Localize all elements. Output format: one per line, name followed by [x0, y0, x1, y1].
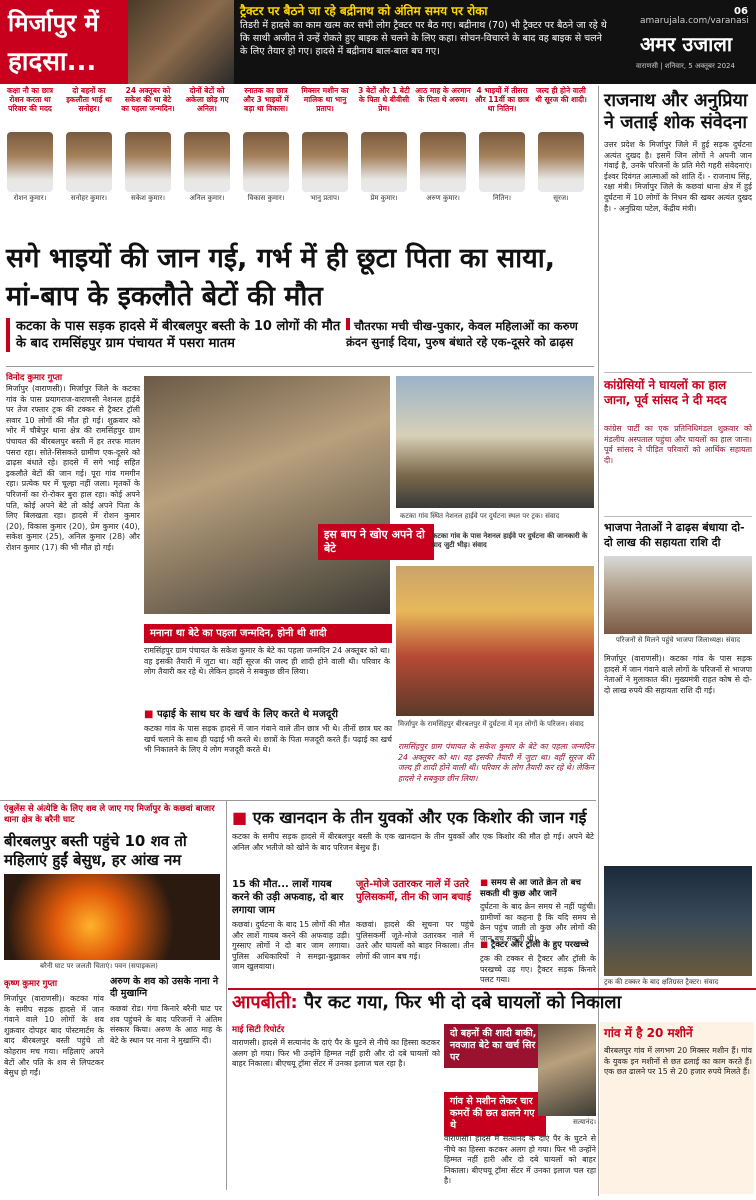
victim-card	[61, 86, 117, 203]
bottom-quote: दो बहनों की शादी बाकी, नवजात बेटे का खर्च सिर पर	[444, 1024, 546, 1068]
photo-callout: इस बाप ने खोए अपने दो बेटे	[318, 524, 434, 560]
survivor-photo	[538, 1024, 596, 1116]
byline: विनोद कुमार गुप्ता	[6, 373, 63, 383]
paper-dateline: वाराणसी | शनिवार, 5 अक्तूबर 2024	[636, 62, 735, 70]
crowd-photo-caption: कटका गांव के पास नेशनल हाईवे पर दुर्घटना की जानकारी के बाद जुटी भीड़। संवाद	[432, 532, 588, 549]
bottom-headline-text: पैर कट गया, फिर भी दो दबे घायलों को निकाला	[303, 992, 622, 1013]
victim-photo	[420, 132, 466, 192]
victim-name: प्रेम कुमार।	[370, 194, 398, 202]
section-title-line1: मिर्जापुर में	[8, 9, 99, 37]
victim-name: अनिल कुमार।	[189, 194, 225, 202]
lower-left-headline: बीरबलपुर बस्ती पहुंचे 10 शव तो महिलाएं हुईं बेसुध, हर आंख नम	[4, 832, 187, 869]
wrecked-tractor-photo	[604, 866, 752, 976]
tractor-photo-caption: ट्रक की टक्कर के बाद क्षतिग्रस्त ट्रैक्टर। संवाद	[604, 978, 719, 986]
funeral-pyre-photo	[4, 874, 220, 960]
victim-photo	[302, 132, 348, 192]
paper-url[interactable]: amarujala.com/varanasi	[640, 16, 749, 26]
victim-name: भानु प्रताप।	[310, 194, 340, 202]
bottom-body: वाराणसी। हादसे में सत्यानंद के दाएं पैर के घुटने से नीचे का हिस्सा कटकर अलग हो गया। फिर भी उन्होंने हिम्मत नहीं हारी और दो दबे घायलों को बाहर निकाला। बीएचयू ट्रॉमा सेंटर में उनका इलाज चल रहा है।	[232, 1038, 440, 1069]
victim-card	[297, 86, 353, 203]
page-number: 06	[734, 6, 748, 17]
victim-photo	[538, 132, 584, 192]
victim-name: अरुण कुमार।	[426, 194, 460, 202]
bottom-headline	[232, 990, 752, 1016]
main-headline: सगे भाइयों की जान गई, गर्भ में ही छूटा पिता का साया, मां-बाप के इकलौते बेटों की मौत	[6, 243, 555, 312]
crane-headline	[480, 878, 596, 900]
bullet-icon: ■	[480, 878, 491, 888]
rumour-body: कछवां। दुर्घटना के बाद 15 लोगों की मौत और लाशें गायब करने की अफवाह उड़ी। गुस्साए लोगों ने दो बार जाम लगाया। पुलिस अधिकारियों ने समझा-बुझाकर जाम खुलवाया।	[232, 920, 350, 972]
bottom-quote-2: गांव से मशीन लेकर चार कमरों की छत ढालने गए थे	[444, 1092, 546, 1136]
study-body: कटका गांव के पास सड़क हादसे में जान गंवाने वाले तीन छात्र भी थे। तीनों छात्र घर का खर्च चलाने के साथ ही पढ़ाई भी करते थे। छात्रों के पिता मजदूरी करते हैं। पढ़ाई का खर्च भी निकालने के लिए ये लोग मजदूरी करते थे।	[144, 724, 392, 755]
tractor-body: ट्रक की टक्कर से ट्रैक्टर और ट्रॉली के परखच्चे उड़ गए। ट्रैक्टर सड़क किनारे पलट गया।	[480, 954, 596, 985]
column-rule	[226, 800, 227, 1190]
bjp-photo-caption: परिजनों से मिलने पहुंचे भाजपा जिलाध्यक्ष। संवाद	[615, 636, 741, 644]
condolence-headline: राजनाथ और अनुप्रिया ने जताई शोक संवेदना	[604, 90, 748, 133]
congress-body: कांग्रेस पार्टी का एक प्रतिनिधिमंडल शुक्रवार को मंडलीय अस्पताल पहुंचा और घायलों का हाल जाना। पूर्व सांसद ने पीड़ित परिवारों को आर्थिक सहायता दी।	[604, 424, 752, 465]
condolence-body: उत्तर प्रदेश के मिर्जापुर जिले में हुई सड़क दुर्घटना अत्यंत दुखद है। इसमें जिन लोगों ने अपनी जान गंवाई है, उनके परिजनों के प्रति मेरी गहरी संवेदनाएं। ईश्वर दिवंगत आत्माओं को शांति दें। - राजनाथ सिंह, रक्षा मंत्री। मिर्जापुर जिले के कछवां थाना क्षेत्र में हुई दुर्घटना में 10 लोगों के निधन की खबर अत्यंत दुखद है। - अनुप्रिया पटेल, केंद्रीय मंत्री।	[604, 140, 752, 213]
bullet-icon: ■	[232, 808, 253, 827]
victim-caption: स्नातक का छात्र और 3 भाइयों में बड़ा था विकास।	[243, 86, 289, 113]
victim-caption: 3 बेटों और 1 बेटी के पिता थे बीवीसी प्रेम।	[358, 86, 410, 113]
victim-photo	[7, 132, 53, 192]
bottom-headline-label: आपबीती:	[232, 992, 298, 1013]
congress-headline: कांग्रेसियों ने घायलों का हाल जाना, पूर्व सांसद ने दी मदद	[604, 378, 727, 407]
victim-card	[238, 86, 294, 203]
sub-headline-left: कटका के पास सड़क हादसे में बीरबलपुर बस्ती के 10 लोगों की मौत के बाद रामसिंहपुर ग्राम पंचायत में पसरा मातम	[6, 318, 346, 352]
accident-photo-caption: कटका गांव स्थित नेशनल हाईवे पर दुर्घटना स्थल पर ट्रक। संवाद	[400, 512, 560, 520]
pyre-photo-caption: बरैनी घाट पर जलती चिताएं। पवन (सपाइकल)	[40, 962, 158, 970]
victim-photo	[184, 132, 230, 192]
victim-card	[415, 86, 471, 203]
divider	[604, 372, 752, 373]
victim-caption: दोनों बेटों को अकेला छोड़ गए अनिल।	[185, 86, 229, 113]
mourning-photo-caption: मिर्जापुर के रामसिंहपुर बीरबलपुर में दुर्घटना में मृत लोगों के परिजन। संवाद	[398, 720, 584, 728]
grieving-father-photo	[144, 376, 390, 614]
victim-card	[533, 86, 589, 203]
family-headline	[232, 808, 596, 828]
arun-headline: अरुण के शव को उसके नाना ने दी मुखाग्नि	[110, 976, 219, 999]
victim-photo	[125, 132, 171, 192]
victim-name: सूरज।	[553, 194, 569, 202]
crane-body: दुर्घटना के बाद क्रेन समय से नहीं पहुंची। ग्रामीणों का कहना है कि यदि समय से क्रेन पहुंच जाती तो कुछ और लोगों की जान बच सकती थी।	[480, 902, 596, 943]
family-body: कटका के समीप सड़क हादसे में बीरबलपुर बस्ती के एक खानदान के तीन युवकों और एक किशोर की मौत हो गई। अपने बेटे अनिल और भतीजे को खोने के बाद परिजन बेसुध हैं।	[232, 832, 594, 852]
bjp-body: मिर्जापुर (वाराणसी)। कटका गांव के पास सड़क हादसे में जान गंवाने वाले लोगों के परिजनों से भाजपा नेताओं ने मुलाकात की। मुख्यमंत्री राहत कोष से दो-दो लाख रुपये की सहायता राशि दी गई।	[604, 654, 752, 695]
header-accident-photo	[128, 0, 234, 84]
header-news-body: तिडरी में हादसे का काम खत्म कर सभी लोग ट्रैक्टर पर बैठ गए। बद्रीनाथ (70) भी ट्रैक्टर पर बैठने जा रहे थे कि साथी अजीत ने उन्हें रोकते हुए बाइक से चलने के लिए कहा। सोचन-विचारने के बाद वह बाइक से चलने के लिए तैयार हो गए। हादसे में बद्रीनाथ बाल-बाल बच गए।	[240, 20, 607, 57]
victim-name: रोशन कुमार।	[13, 194, 47, 202]
victim-name: विकास कुमार।	[247, 194, 285, 202]
tractor-headline-text: ट्रैक्टर और ट्रॉली के हुए परखच्चे	[491, 940, 589, 950]
bjp-headline: भाजपा नेताओं ने ढाढ़स बंधाया दो-दो लाख की सहायता राशि दी	[604, 521, 745, 549]
victims-strip	[0, 86, 590, 238]
victim-caption: कक्षा नौ का छात्र रोशन करता था परिवार की मदद	[6, 86, 54, 113]
bottom-body-2: वाराणसी। हादसे में सत्यानंद के दाएं पैर के घुटने से नीचे का हिस्सा कटकर अलग हो गया। फिर भी उन्होंने हिम्मत नहीं हारी और दो दबे घायलों को बाहर निकाला। बीएचयू ट्रॉमा सेंटर में उनका इलाज चल रहा है।	[444, 1134, 596, 1186]
main-story-body: मिर्जापुर (वाराणसी)। मिर्जापुर जिले के कटका गांव के पास प्रयागराज-वाराणसी नेशनल हाईवे पर तेज रफ्तार ट्रक की टक्कर से ट्रैक्टर ट्रॉली सवार 10 लोगों की मौत हो गई। शुक्रवार को भोर में चौबेपुर थाना क्षेत्र की रामसिंहपुर ग्राम पंचायत की बीरबलपुर बस्ती में हर तरफ मातम पसरा रहा। सोते-सिसकते ग्रामीण एक-दूसरे को ढाढ़स बंधाते रहे। हादसे में सगे भाई सहित इकलौते बेटों की जान गई। पूरा गांव गमगीन रहा। प्रत्येक घर में चूल्हा नहीं जला। मृतकों के परिजनों का रो-रोकर बुरा हाल रहा। कोई अपने पति, कोई अपने बेटे तो कोई अपने पिता के लिए बिलखता रहा। हादसे में रोशन कुमार (20), विकास कुमार (20), प्रेम कुमार (40), सकेश कुमार (25), अनिल कुमार (28) और रोशन कुमार (17) की भी मौत हो गई।	[6, 384, 140, 552]
mourning-women-photo	[396, 566, 594, 716]
victim-photo	[66, 132, 112, 192]
victim-name: सकेश कुमार।	[131, 194, 165, 202]
section-title-line2: हादसा...	[8, 47, 97, 77]
study-headline	[144, 708, 390, 721]
victim-caption: दो बहनों का इकलौता भाई था सनोहर।	[66, 86, 112, 113]
victim-card	[2, 86, 58, 203]
victim-card	[120, 86, 176, 203]
family-headline-text: एक खानदान के तीन युवकों और एक किशोर की जान गई	[252, 808, 587, 827]
police-headline: जूते-मोजे उतारकर नालें में उतरे पुलिसकर्मी, तीन की जान बचाई	[356, 879, 472, 903]
paper-logo: अमर उजाला	[640, 32, 733, 56]
victim-card	[179, 86, 235, 203]
ambulance-note: एंबुलेंस से अंत्येष्टि के लिए शव ले जाए गए मिर्जापुर के कछवां बाजार थाना क्षेत्र के बरैनी घाट	[4, 804, 215, 825]
divider	[6, 366, 594, 367]
victim-caption: आठ माह के अरमान के पिता थे अरुण।	[415, 86, 471, 104]
sub-headline-right	[346, 318, 596, 350]
victim-name: सनोहर कुमार।	[70, 194, 108, 202]
divider	[604, 516, 752, 517]
crane-headline-text: समय से आ जाते क्रेन तो बच सकती थी कुछ और जानें	[480, 878, 581, 899]
victim-caption: 24 अक्तूबर को सकेश की था बेटे का पहला जन्मदिन।	[121, 86, 175, 113]
lower-byline: कृष्ण कुमार गुप्ता	[4, 979, 58, 989]
village-machines-title: गांव में है 20 मशीनें	[604, 1026, 693, 1040]
birthday-body: रामसिंहपुर ग्राम पंचायत के सकेश कुमार के बेटे का पहला जन्मदिन 24 अक्तूबर को था। वह इसकी तैयारी में जुटा था। वहीं सूरज की जल्द ही शादी होने वाली थी। परिवार के लोग तैयारी कर रहे थे। लेकिन हादसे ने सबकुछ छीन लिया।	[144, 646, 390, 677]
survivor-caption: सत्यानंद।	[573, 1118, 596, 1126]
police-body: कछवां। हादसे की सूचना पर पहुंचे पुलिसकर्मी जूते-मोजे उतारकर नाले में उतरे और घायलों को बाहर निकाला। तीन लोगों की जान बच गई।	[356, 920, 474, 961]
victim-photo	[479, 132, 525, 192]
birthday-bar: मनाना था बेटे का पहला जन्मदिन, होनी थी शादी	[144, 624, 392, 643]
victim-caption: जल्द ही होने वाली थी सूरज की शादी।	[535, 86, 587, 104]
bottom-byline: माई सिटी रिपोर्टर	[232, 1025, 285, 1035]
header-news-brief	[240, 4, 610, 58]
lower-left-body: मिर्जापुर (वाराणसी)। कटका गांव के समीप सड़क हादसे में जान गंवाने वाले 10 लोगों के शव शुक्रवार दोपहर बाद पोस्टमार्टम के बाद बीरबलपुर बस्ती पहुंचे तो कोहराम मच गया। महिलाएं अपने बेटों और पति के शव से लिपटकर बेसुध हो गईं।	[4, 994, 104, 1078]
arun-body: कछवां रोड। गंगा किनारे बरैनी घाट पर शव पहुंचने के बाद परिजनों ने अंतिम संस्कार किया। अरुण के आठ माह के बेटे के स्थान पर नाना ने मुखाग्नि दी।	[110, 1004, 222, 1045]
victim-name: नितिन।	[492, 194, 512, 202]
village-machines-body: बीरबलपुर गांव में लगभग 20 मिक्सर मशीन हैं। गांव के युवक इन मशीनों से छत ढलाई का काम करते हैं। एक छत ढालने पर 15 से 20 हजार रुपये मिलते हैं।	[604, 1046, 752, 1077]
victim-card	[356, 86, 412, 203]
study-headline-text: पढ़ाई के साथ घर के खर्च के लिए करते थे मजदूरी	[156, 709, 339, 720]
tractor-headline	[480, 940, 596, 951]
victim-photo	[361, 132, 407, 192]
column-rule	[598, 86, 599, 1196]
victim-caption: मिक्सर मशीन का मालिक था भानु प्रताप।	[301, 86, 349, 113]
bullet-icon: ■	[480, 940, 491, 950]
victim-card	[474, 86, 530, 203]
accident-site-photo	[396, 376, 594, 508]
victim-photo	[243, 132, 289, 192]
victim-caption: 4 भाइयों में तीसरा और 11वीं का छात्र था नितिन।	[474, 86, 530, 113]
sub-headline-right-text: चौतरफा मची चीख-पुकार, केवल महिलाओं का करुण क्रंदन सुनाई दिया, पुरुष बंधाते रहे एक-दूसरे को ढाढ़स	[346, 319, 578, 349]
bjp-visit-photo	[604, 556, 752, 634]
rumour-headline: 15 की मौत... लाशें गायब करने की उड़ी अफवाह, दो बार लगाया जाम	[232, 879, 344, 916]
header-news-lead: ट्रैक्टर पर बैठने जा रहे बद्रीनाथ को अंतिम समय पर रोका	[240, 4, 488, 18]
bullet-icon: ■	[144, 709, 157, 720]
divider	[0, 800, 596, 801]
mid-quote-body: रामसिंहपुर ग्राम पंचायत के सकेश कुमार के बेटे का पहला जन्मदिन 24 अक्तूबर को था। वह इसकी तैयारी में जुटा था। वहीं सूरज की जल्द ही शादी होने वाली थी। परिवार के लोग तैयारी कर रहे थे। लेकिन हादसे ने सबकुछ छीन लिया।	[398, 742, 594, 783]
